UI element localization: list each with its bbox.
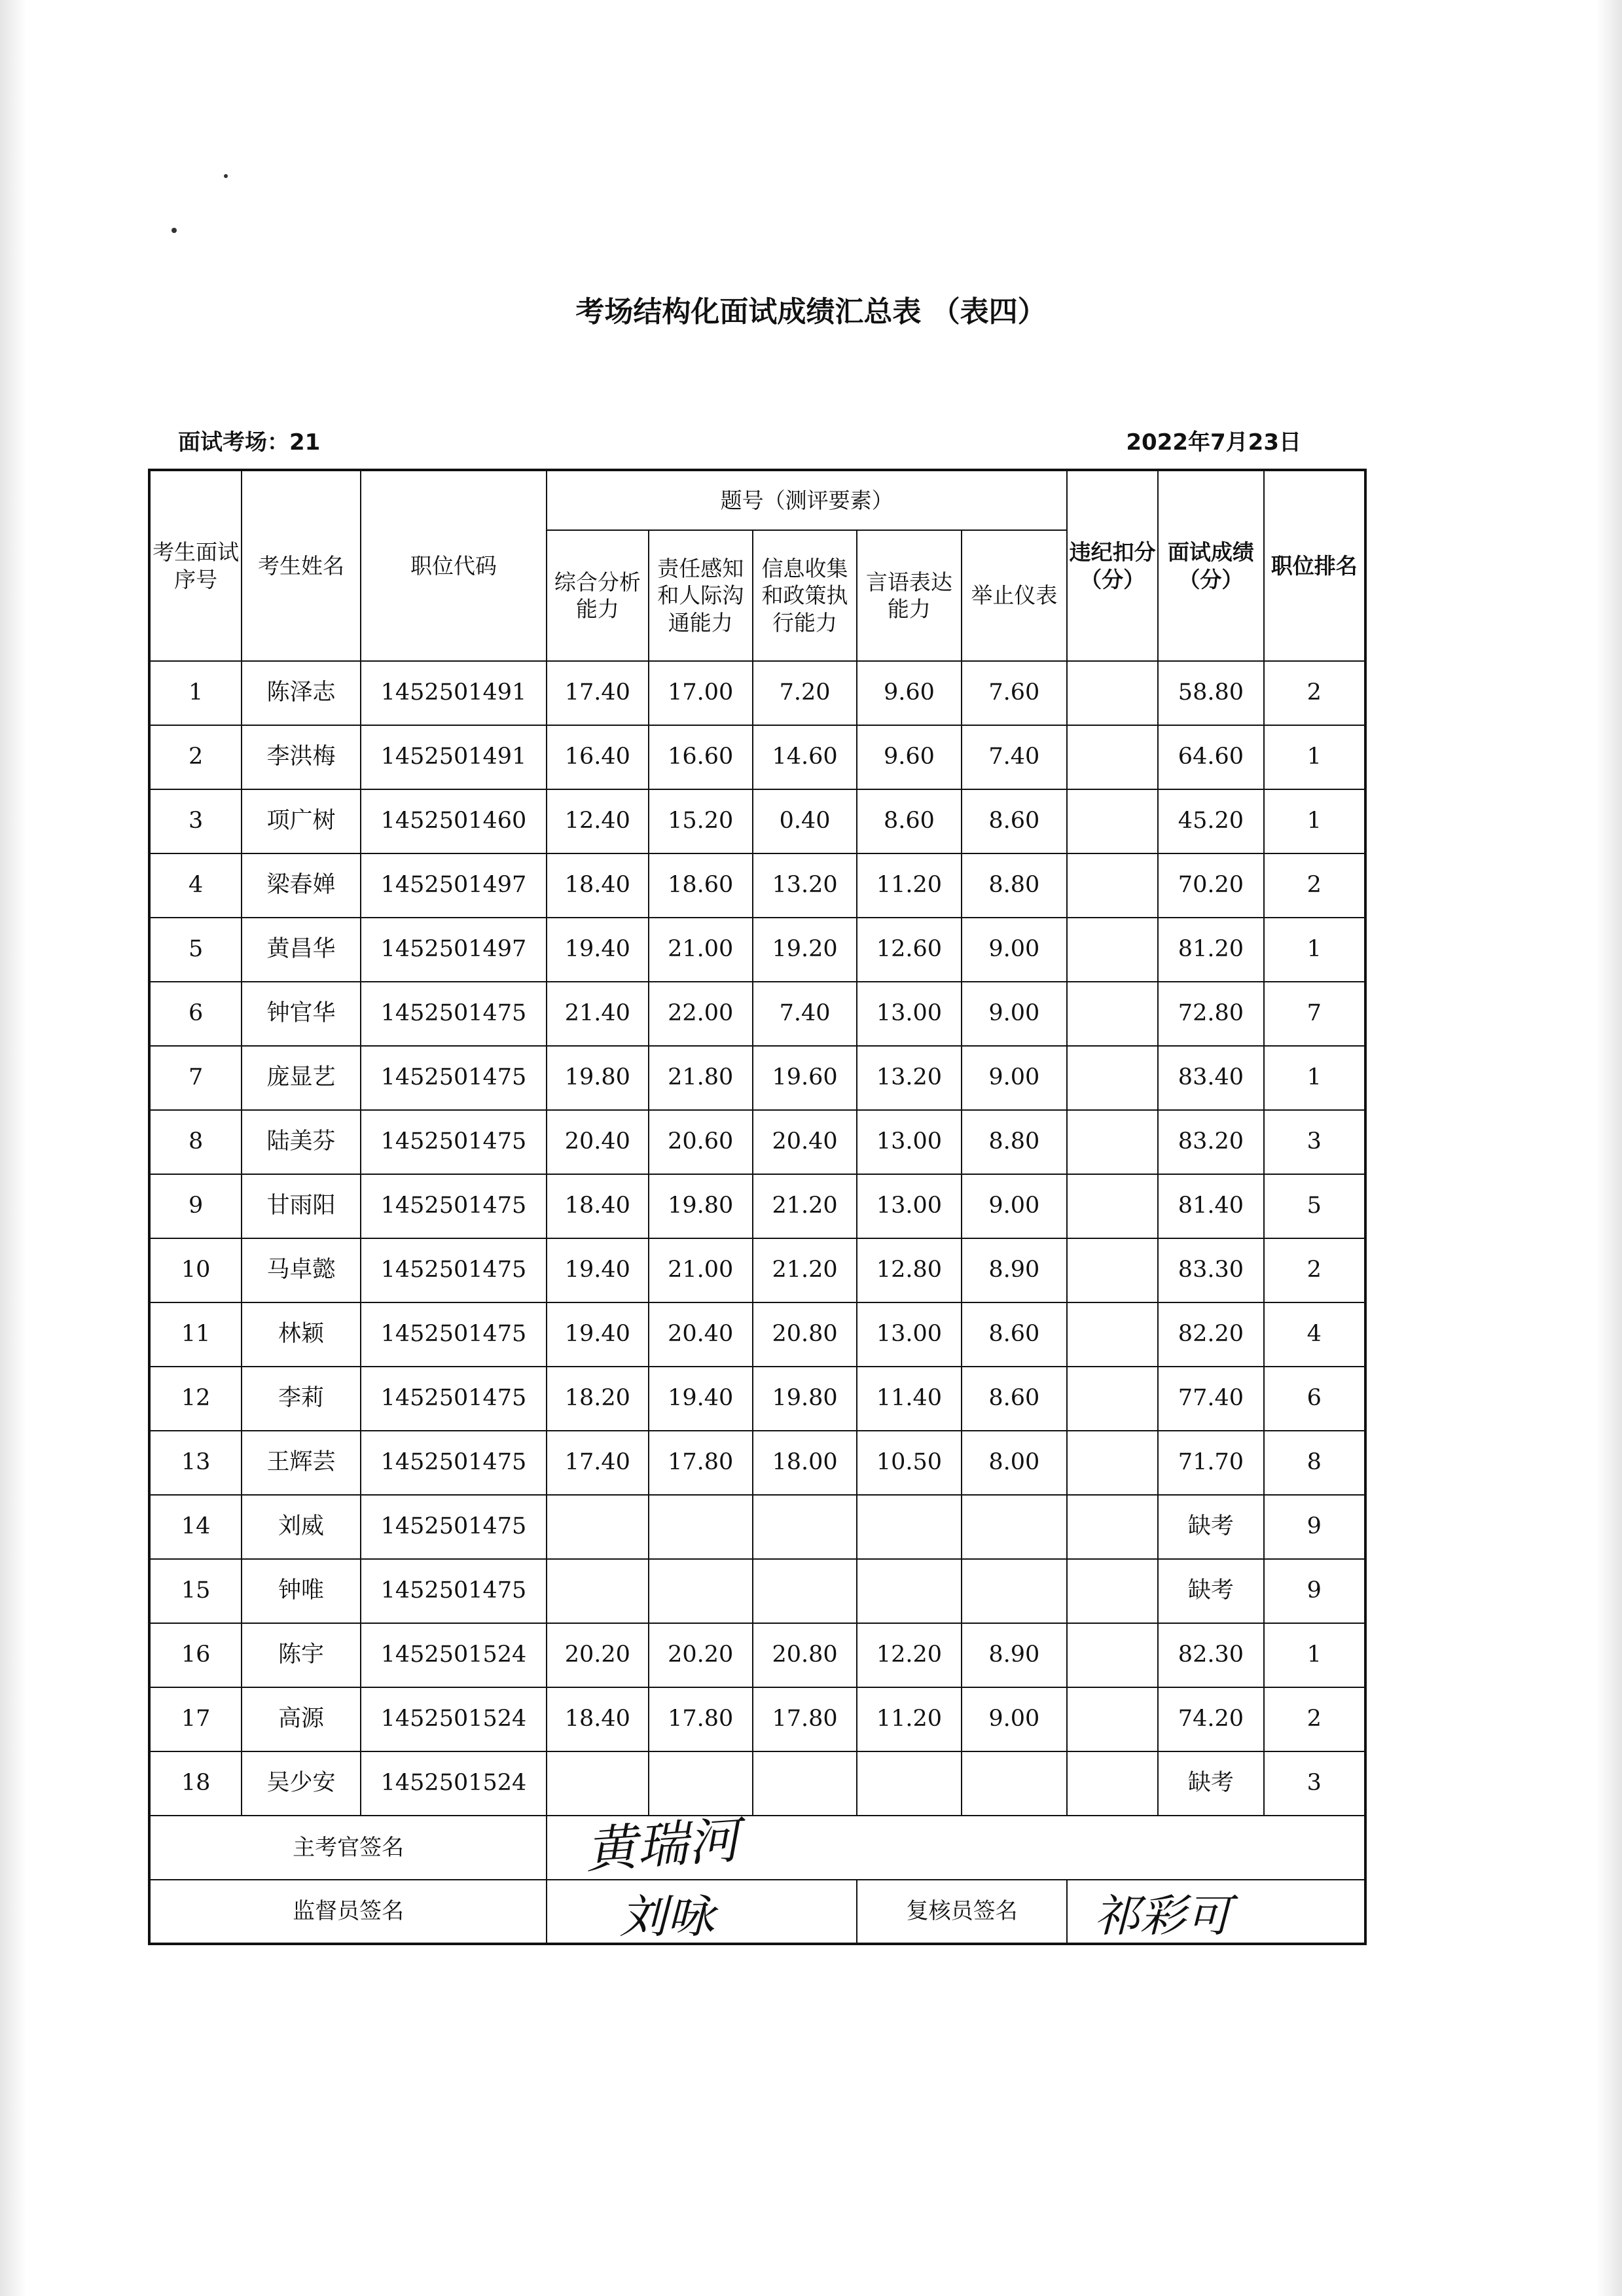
seq-cell: 2 <box>149 725 242 789</box>
q1-score-cell: 18.40 <box>547 853 648 918</box>
q1-score-cell: 17.40 <box>547 661 648 725</box>
header-position-code: 职位代码 <box>361 470 547 661</box>
table-row <box>149 853 1365 918</box>
total-score-cell: 82.20 <box>1158 1302 1263 1367</box>
position-code-cell: 1452501475 <box>361 1431 547 1495</box>
reviewer-label: 复核员签名 <box>857 1880 1067 1944</box>
q2-score-cell: 20.60 <box>649 1110 753 1174</box>
rank-cell: 2 <box>1264 1238 1365 1302</box>
position-code-cell: 1452501475 <box>361 1238 547 1302</box>
name-cell: 钟唯 <box>242 1559 361 1623</box>
scan-edge-left <box>0 0 26 2296</box>
q5-score-cell: 7.40 <box>962 725 1067 789</box>
rank-cell: 1 <box>1264 725 1365 789</box>
deduction-cell <box>1067 918 1158 982</box>
total-score-cell: 缺考 <box>1158 1559 1263 1623</box>
deduction-cell <box>1067 661 1158 725</box>
position-code-cell: 1452501524 <box>361 1623 547 1687</box>
q1-score-cell: 18.40 <box>547 1174 648 1238</box>
position-code-cell: 1452501475 <box>361 1302 547 1367</box>
q5-score-cell: 9.00 <box>962 982 1067 1046</box>
q2-score-cell: 21.00 <box>649 1238 753 1302</box>
date-label: 2022年7月23日 <box>1126 429 1301 456</box>
q1-score-cell: 16.40 <box>547 725 648 789</box>
deduction-cell <box>1067 1751 1158 1816</box>
deduction-cell <box>1067 1110 1158 1174</box>
table-row <box>149 1174 1365 1238</box>
q5-score-cell: 8.60 <box>962 1367 1067 1431</box>
q5-score-cell: 8.80 <box>962 1110 1067 1174</box>
table-row <box>149 1495 1365 1559</box>
seq-cell: 12 <box>149 1367 242 1431</box>
position-code-cell: 1452501475 <box>361 1495 547 1559</box>
q2-score-cell: 15.20 <box>649 789 753 853</box>
total-score-cell: 81.20 <box>1158 918 1263 982</box>
seq-cell: 10 <box>149 1238 242 1302</box>
rank-cell: 2 <box>1264 661 1365 725</box>
supervisor-signature <box>547 1880 857 1944</box>
reviewer-signature-text: 祁彩可 <box>1094 1890 1232 1943</box>
q5-score-cell: 8.90 <box>962 1238 1067 1302</box>
q3-score-cell: 20.80 <box>753 1623 857 1687</box>
rank-cell: 3 <box>1264 1110 1365 1174</box>
total-score-cell: 45.20 <box>1158 789 1263 853</box>
seq-cell: 11 <box>149 1302 242 1367</box>
table-row <box>149 1687 1365 1751</box>
q5-score-cell: 8.80 <box>962 853 1067 918</box>
total-score-cell: 74.20 <box>1158 1687 1263 1751</box>
seq-cell: 18 <box>149 1751 242 1816</box>
deduction-cell <box>1067 1623 1158 1687</box>
q4-score-cell: 12.80 <box>857 1238 961 1302</box>
position-code-cell: 1452501524 <box>361 1687 547 1751</box>
q2-score-cell <box>649 1559 753 1623</box>
q5-score-cell: 7.60 <box>962 661 1067 725</box>
table-row <box>149 725 1365 789</box>
header-total: 面试成绩（分） <box>1158 470 1263 661</box>
position-code-cell: 1452501475 <box>361 982 547 1046</box>
seq-cell: 15 <box>149 1559 242 1623</box>
name-cell: 王辉芸 <box>242 1431 361 1495</box>
signature-row-chief <box>149 1816 1365 1880</box>
table-row <box>149 1302 1365 1367</box>
q3-score-cell <box>753 1559 857 1623</box>
deduction-cell <box>1067 1238 1158 1302</box>
q2-score-cell: 17.80 <box>649 1431 753 1495</box>
q5-score-cell <box>962 1495 1067 1559</box>
q2-score-cell: 19.40 <box>649 1367 753 1431</box>
chief-signature-text: 黄瑞河 <box>583 1811 742 1880</box>
rank-cell: 1 <box>1264 1623 1365 1687</box>
q3-score-cell: 21.20 <box>753 1238 857 1302</box>
name-cell: 李莉 <box>242 1367 361 1431</box>
q3-score-cell: 0.40 <box>753 789 857 853</box>
rank-cell: 2 <box>1264 1687 1365 1751</box>
total-score-cell: 83.20 <box>1158 1110 1263 1174</box>
seq-cell: 5 <box>149 918 242 982</box>
q2-score-cell <box>649 1495 753 1559</box>
seq-cell: 4 <box>149 853 242 918</box>
q4-score-cell <box>857 1751 961 1816</box>
deduction-cell <box>1067 1046 1158 1110</box>
q1-score-cell: 19.40 <box>547 1238 648 1302</box>
q3-score-cell: 18.00 <box>753 1431 857 1495</box>
seq-cell: 6 <box>149 982 242 1046</box>
seq-cell: 8 <box>149 1110 242 1174</box>
header-rank: 职位排名 <box>1264 470 1365 661</box>
score-table <box>148 469 1367 1945</box>
q2-score-cell: 21.00 <box>649 918 753 982</box>
q2-score-cell: 17.00 <box>649 661 753 725</box>
name-cell: 黄昌华 <box>242 918 361 982</box>
q5-score-cell: 9.00 <box>962 918 1067 982</box>
total-score-cell: 70.20 <box>1158 853 1263 918</box>
deduction-cell <box>1067 1302 1158 1367</box>
table-row <box>149 918 1365 982</box>
q3-score-cell <box>753 1751 857 1816</box>
rank-cell: 3 <box>1264 1751 1365 1816</box>
deduction-cell <box>1067 1431 1158 1495</box>
rank-cell: 2 <box>1264 853 1365 918</box>
seq-cell: 16 <box>149 1623 242 1687</box>
q5-score-cell: 9.00 <box>962 1687 1067 1751</box>
position-code-cell: 1452501497 <box>361 853 547 918</box>
name-cell: 马卓懿 <box>242 1238 361 1302</box>
seq-cell: 1 <box>149 661 242 725</box>
position-code-cell: 1452501475 <box>361 1046 547 1110</box>
position-code-cell: 1452501491 <box>361 725 547 789</box>
rank-cell: 1 <box>1264 789 1365 853</box>
deduction-cell <box>1067 1174 1158 1238</box>
seq-cell: 9 <box>149 1174 242 1238</box>
q3-score-cell: 19.80 <box>753 1367 857 1431</box>
q1-score-cell: 18.20 <box>547 1367 648 1431</box>
rank-cell: 9 <box>1264 1495 1365 1559</box>
q3-score-cell: 19.20 <box>753 918 857 982</box>
name-cell: 甘雨阳 <box>242 1174 361 1238</box>
q1-score-cell: 20.40 <box>547 1110 648 1174</box>
total-score-cell: 77.40 <box>1158 1367 1263 1431</box>
rank-cell: 5 <box>1264 1174 1365 1238</box>
q1-score-cell: 18.40 <box>547 1687 648 1751</box>
q4-score-cell: 13.00 <box>857 982 961 1046</box>
position-code-cell: 1452501475 <box>361 1367 547 1431</box>
rank-cell: 8 <box>1264 1431 1365 1495</box>
q2-score-cell: 20.40 <box>649 1302 753 1367</box>
header-q1: 综合分析能力 <box>547 530 648 661</box>
q1-score-cell: 17.40 <box>547 1431 648 1495</box>
signature-row-supervisor <box>149 1880 1365 1944</box>
rank-cell: 6 <box>1264 1367 1365 1431</box>
header-q4: 言语表达能力 <box>857 530 961 661</box>
position-code-cell: 1452501497 <box>361 918 547 982</box>
header-q3: 信息收集和政策执行能力 <box>753 530 857 661</box>
q1-score-cell <box>547 1751 648 1816</box>
name-cell: 吴少安 <box>242 1751 361 1816</box>
chief-signature-image <box>547 1811 1364 1880</box>
q4-score-cell: 12.60 <box>857 918 961 982</box>
position-code-cell: 1452501475 <box>361 1174 547 1238</box>
q2-score-cell: 22.00 <box>649 982 753 1046</box>
q1-score-cell <box>547 1495 648 1559</box>
total-score-cell: 71.70 <box>1158 1431 1263 1495</box>
q5-score-cell <box>962 1559 1067 1623</box>
reviewer-signature <box>1067 1880 1365 1944</box>
table-row <box>149 1623 1365 1687</box>
name-cell: 陈泽志 <box>242 661 361 725</box>
deduction-cell <box>1067 725 1158 789</box>
q4-score-cell <box>857 1495 961 1559</box>
q2-score-cell: 18.60 <box>649 853 753 918</box>
table-row <box>149 1751 1365 1816</box>
table-row <box>149 1431 1365 1495</box>
seq-cell: 7 <box>149 1046 242 1110</box>
header-q5: 举止仪表 <box>962 530 1067 661</box>
deduction-cell <box>1067 1495 1158 1559</box>
table-row <box>149 982 1365 1046</box>
total-score-cell: 72.80 <box>1158 982 1263 1046</box>
deduction-cell <box>1067 982 1158 1046</box>
table-row <box>149 661 1365 725</box>
exam-room-label: 面试考场：21 <box>178 429 321 456</box>
q2-score-cell: 16.60 <box>649 725 753 789</box>
q2-score-cell: 20.20 <box>649 1623 753 1687</box>
q1-score-cell: 20.20 <box>547 1623 648 1687</box>
q4-score-cell: 13.00 <box>857 1302 961 1367</box>
chief-examiner-label: 主考官签名 <box>149 1816 547 1880</box>
q4-score-cell: 13.20 <box>857 1046 961 1110</box>
deduction-cell <box>1067 1687 1158 1751</box>
scan-speck <box>171 228 177 233</box>
name-cell: 李洪梅 <box>242 725 361 789</box>
table-row <box>149 1046 1365 1110</box>
seq-cell: 13 <box>149 1431 242 1495</box>
q4-score-cell: 10.50 <box>857 1431 961 1495</box>
name-cell: 陈宇 <box>242 1623 361 1687</box>
table-row <box>149 789 1365 853</box>
q4-score-cell: 9.60 <box>857 661 961 725</box>
q2-score-cell: 17.80 <box>649 1687 753 1751</box>
q5-score-cell: 8.60 <box>962 1302 1067 1367</box>
q5-score-cell: 9.00 <box>962 1174 1067 1238</box>
deduction-cell <box>1067 1367 1158 1431</box>
q1-score-cell: 19.40 <box>547 1302 648 1367</box>
q4-score-cell: 11.20 <box>857 853 961 918</box>
q3-score-cell: 20.80 <box>753 1302 857 1367</box>
rank-cell: 4 <box>1264 1302 1365 1367</box>
q5-score-cell: 8.00 <box>962 1431 1067 1495</box>
q1-score-cell: 19.40 <box>547 918 648 982</box>
q5-score-cell: 9.00 <box>962 1046 1067 1110</box>
total-score-cell: 81.40 <box>1158 1174 1263 1238</box>
header-q2: 责任感知和人际沟通能力 <box>649 530 753 661</box>
total-score-cell: 58.80 <box>1158 661 1263 725</box>
scan-speck <box>224 174 228 178</box>
table-row <box>149 1367 1365 1431</box>
q5-score-cell <box>962 1751 1067 1816</box>
q2-score-cell: 19.80 <box>649 1174 753 1238</box>
q2-score-cell: 21.80 <box>649 1046 753 1110</box>
header-name: 考生姓名 <box>242 470 361 661</box>
name-cell: 林颖 <box>242 1302 361 1367</box>
q1-score-cell: 19.80 <box>547 1046 648 1110</box>
name-cell: 项广树 <box>242 789 361 853</box>
seq-cell: 14 <box>149 1495 242 1559</box>
q1-score-cell: 12.40 <box>547 789 648 853</box>
name-cell: 梁春婵 <box>242 853 361 918</box>
q5-score-cell: 8.90 <box>962 1623 1067 1687</box>
q4-score-cell: 11.40 <box>857 1367 961 1431</box>
q4-score-cell: 13.00 <box>857 1174 961 1238</box>
q1-score-cell <box>547 1559 648 1623</box>
q4-score-cell: 9.60 <box>857 725 961 789</box>
reviewer-signature-image <box>1068 1880 1364 1943</box>
total-score-cell: 82.30 <box>1158 1623 1263 1687</box>
rank-cell: 1 <box>1264 1046 1365 1110</box>
q4-score-cell: 12.20 <box>857 1623 961 1687</box>
table-row <box>149 1238 1365 1302</box>
q4-score-cell <box>857 1559 961 1623</box>
page-title: 考场结构化面试成绩汇总表 （表四） <box>575 295 1047 329</box>
q1-score-cell: 21.40 <box>547 982 648 1046</box>
total-score-cell: 缺考 <box>1158 1495 1263 1559</box>
scan-edge-right <box>1596 0 1622 2296</box>
name-cell: 陆美芬 <box>242 1110 361 1174</box>
q2-score-cell <box>649 1751 753 1816</box>
score-table-body <box>149 661 1365 1816</box>
deduction-cell <box>1067 789 1158 853</box>
seq-cell: 17 <box>149 1687 242 1751</box>
position-code-cell: 1452501524 <box>361 1751 547 1816</box>
q4-score-cell: 11.20 <box>857 1687 961 1751</box>
q5-score-cell: 8.60 <box>962 789 1067 853</box>
total-score-cell: 64.60 <box>1158 725 1263 789</box>
name-cell: 高源 <box>242 1687 361 1751</box>
position-code-cell: 1452501491 <box>361 661 547 725</box>
position-code-cell: 1452501460 <box>361 789 547 853</box>
total-score-cell: 缺考 <box>1158 1751 1263 1816</box>
position-code-cell: 1452501475 <box>361 1110 547 1174</box>
q4-score-cell: 13.00 <box>857 1110 961 1174</box>
supervisor-label: 监督员签名 <box>149 1880 547 1944</box>
supervisor-signature-image <box>547 1880 856 1943</box>
q3-score-cell: 20.40 <box>753 1110 857 1174</box>
supervisor-signature-text: 刘咏 <box>619 1890 715 1944</box>
name-cell: 钟官华 <box>242 982 361 1046</box>
table-row <box>149 1110 1365 1174</box>
q3-score-cell: 17.80 <box>753 1687 857 1751</box>
q3-score-cell: 7.40 <box>753 982 857 1046</box>
header-deduction: 违纪扣分（分） <box>1067 470 1158 661</box>
header-question-group: 题号（测评要素） <box>547 470 1067 530</box>
q3-score-cell <box>753 1495 857 1559</box>
name-cell: 刘威 <box>242 1495 361 1559</box>
q3-score-cell: 21.20 <box>753 1174 857 1238</box>
rank-cell: 7 <box>1264 982 1365 1046</box>
total-score-cell: 83.30 <box>1158 1238 1263 1302</box>
rank-cell: 1 <box>1264 918 1365 982</box>
position-code-cell: 1452501475 <box>361 1559 547 1623</box>
total-score-cell: 83.40 <box>1158 1046 1263 1110</box>
q3-score-cell: 19.60 <box>753 1046 857 1110</box>
q3-score-cell: 14.60 <box>753 725 857 789</box>
deduction-cell <box>1067 853 1158 918</box>
rank-cell: 9 <box>1264 1559 1365 1623</box>
deduction-cell <box>1067 1559 1158 1623</box>
name-cell: 庞显艺 <box>242 1046 361 1110</box>
header-seq: 考生面试序号 <box>149 470 242 661</box>
seq-cell: 3 <box>149 789 242 853</box>
q3-score-cell: 7.20 <box>753 661 857 725</box>
table-row <box>149 1559 1365 1623</box>
q3-score-cell: 13.20 <box>753 853 857 918</box>
q4-score-cell: 8.60 <box>857 789 961 853</box>
chief-examiner-signature <box>547 1811 1365 1880</box>
